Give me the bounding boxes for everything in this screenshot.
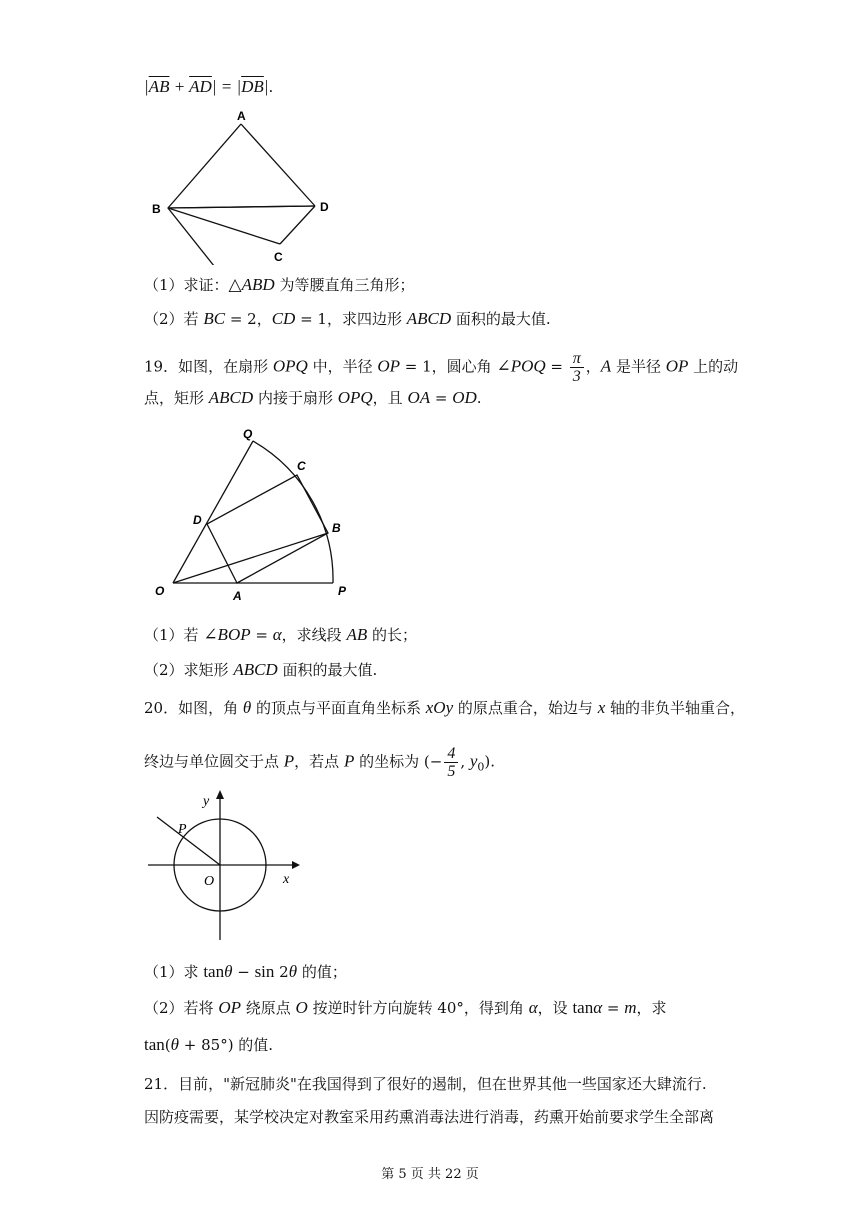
label-c: C (274, 250, 283, 264)
q19-part1: （1）若 ∠BOP = α，求线段 AB 的长； (144, 625, 417, 644)
top-formula: $|\overline{AB} + \overline{AD}| = |\overline{DB}|$. (144, 77, 274, 96)
label-d: D (320, 200, 329, 214)
figure-unit-circle (140, 785, 310, 945)
label-p: P (338, 584, 347, 598)
label-d: D (193, 513, 202, 527)
q18-part2: （2）若 BC = 2，CD = 1，求四边形 ABCD 面积的最大值. (144, 309, 551, 328)
q20-line1: 20．如图，角 θ 的顶点与平面直角坐标系 xOy 的原点重合，始边与 x 轴的非负半轴重合， (144, 698, 746, 717)
label-a: A (233, 589, 242, 603)
q20-part2a: （2）若将 OP 绕原点 O 按逆时针方向旋转 40°，得到角 α，设 tanα = m，求 (144, 998, 667, 1017)
q20-part2b: tan(θ + 85°) 的值. (144, 1035, 274, 1054)
label-x: x (283, 872, 290, 887)
label-b: B (152, 202, 161, 216)
q21-line2: 因防疫需要，某学校决定对教室采用药熏消毒法进行消毒，药熏开始前要求学生全部离 (144, 1108, 715, 1126)
q20-part1: （1）求 tanθ − sin 2θ 的值； (144, 962, 347, 981)
label-p: P (178, 822, 187, 837)
label-a: A (237, 109, 246, 123)
q19-line2: 点，矩形 ABCD 内接于扇形 OPQ，且 OA = OD. (144, 388, 482, 407)
label-b: B (332, 521, 341, 535)
label-o: O (155, 584, 165, 598)
q21-line1: 21．目前，"新冠肺炎"在我国得到了很好的遏制，但在世界其他一些国家还大肆流行. (144, 1075, 707, 1093)
q19-line1: 19．如图，在扇形 OPQ 中，半径 OP = 1，圆心角 ∠POQ = $\frac{\pi}{3}$ ，A 是半径 OP 上的动 (144, 350, 739, 385)
figure-sector-opq (145, 420, 360, 605)
label-o: O (204, 874, 215, 889)
q20-line2: 终边与单位圆交于点 P，若点 P 的坐标为 (− $\frac{4}{5}$ , $y_0$). (144, 745, 496, 780)
q18-part1: （1）求证：△ABD 为等腰直角三角形； (144, 275, 415, 294)
label-c: C (297, 459, 306, 473)
label-y: y (203, 794, 210, 809)
page-footer: 第 5 页 共 22 页 (381, 1167, 479, 1182)
q19-part2: （2）求矩形 ABCD 面积的最大值. (144, 660, 378, 679)
label-q: Q (243, 427, 253, 441)
figure-quadrilateral-abcd (140, 105, 350, 265)
